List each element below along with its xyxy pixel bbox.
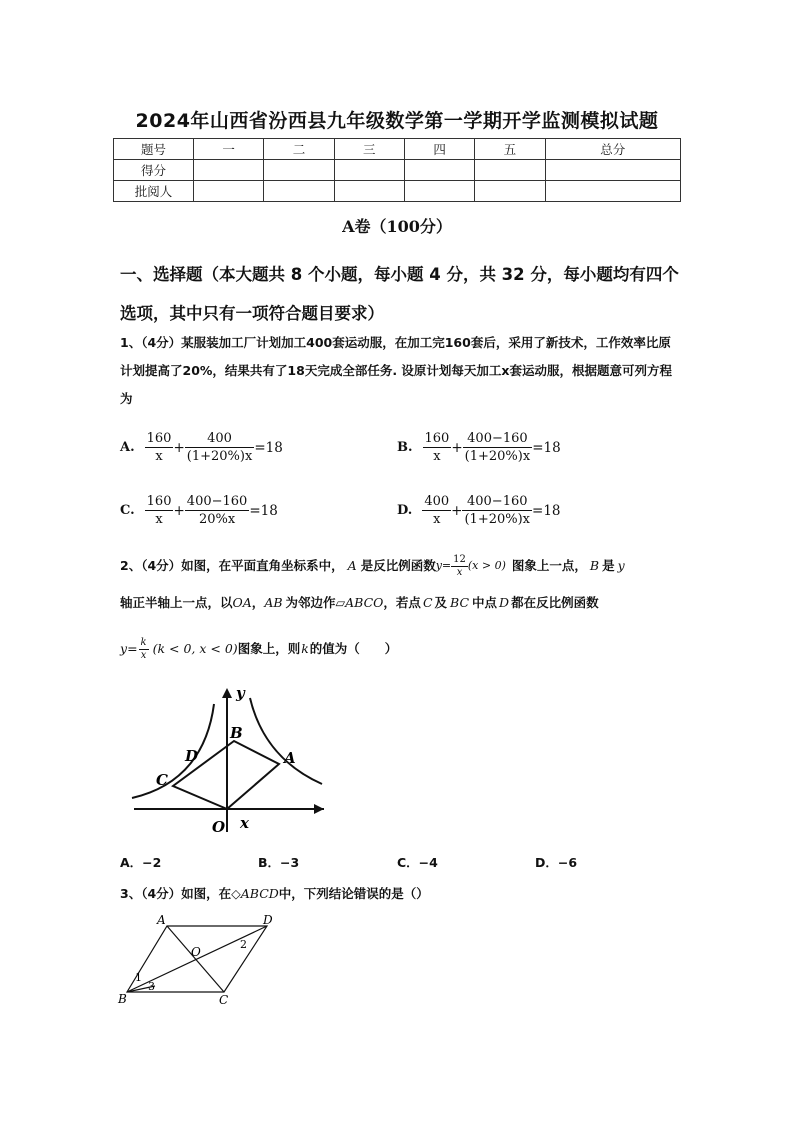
table-cell — [264, 160, 334, 181]
table-cell: 五 — [475, 139, 545, 160]
angle-1-label: 1 — [135, 971, 142, 984]
q1-option-c — [120, 493, 278, 528]
text: 轴正半轴上一点，以 — [120, 595, 233, 610]
equation-rhs: =18 — [254, 439, 283, 456]
numerator: 400 — [185, 430, 255, 448]
denominator: x — [456, 566, 463, 578]
denominator: 20%x — [198, 512, 236, 527]
q1-option-a — [120, 430, 283, 465]
denominator: x — [433, 512, 441, 527]
denominator: (1+20%)x — [464, 512, 531, 527]
text: ，若点 — [383, 595, 421, 610]
numerator: 160 — [146, 494, 172, 509]
text: 中点 — [472, 595, 498, 610]
table-cell — [475, 160, 545, 181]
table-cell — [194, 160, 264, 181]
table-cell: 一 — [194, 139, 264, 160]
fraction — [422, 493, 451, 528]
fraction — [423, 430, 452, 465]
table-cell — [194, 181, 264, 202]
denominator: x — [155, 449, 163, 464]
table-cell: 批阅人 — [114, 181, 194, 202]
question-1-text: 1、（4分）某服装加工厂计划加工400套运动服，在加工完160套后，采用了新技术，工作效率比原计划提高了20%，结果共有了18天完成全部任务. 设原计划每天加工x套运动服，根据题意可列方程为 — [120, 335, 672, 406]
question-2-line-1 — [120, 552, 680, 580]
table-cell: 题号 — [114, 139, 194, 160]
table-cell — [334, 160, 404, 181]
plus-sign: + — [173, 502, 185, 519]
question-3-text — [120, 880, 680, 908]
option-label: D. — [397, 503, 413, 518]
math-var: BC — [450, 595, 470, 610]
denominator: x — [433, 449, 441, 464]
text: 3、（4分）如图，在◇ — [120, 886, 241, 901]
math-var: AB — [264, 595, 283, 610]
denominator: (1+20%)x — [464, 449, 531, 464]
x-axis-arrow-icon — [314, 804, 324, 814]
denominator: x — [140, 649, 147, 661]
table-cell: 总分 — [545, 139, 680, 160]
fraction — [451, 554, 468, 579]
option-label: A. — [120, 440, 135, 455]
text: 的值为（ ） — [309, 641, 398, 656]
vertex-a-label: A — [157, 913, 166, 927]
math-var: y — [617, 558, 625, 573]
option-label: B. — [397, 440, 413, 455]
numerator: 400−160 — [462, 493, 532, 511]
numerator: k — [140, 636, 147, 648]
table-cell: 四 — [404, 139, 474, 160]
text: 及 — [434, 595, 448, 610]
table-cell — [334, 181, 404, 202]
section-1-heading: 一、选择题（本大题共 8 个小题，每小题 4 分，共 32 分，每小题均有四个选项，其中只有一项符合题目要求） — [120, 265, 679, 323]
equation-rhs: =18 — [532, 439, 561, 456]
math-var: D — [499, 595, 510, 610]
page-title: 2024年山西省汾西县九年级数学第一学期开学监测模拟试题 — [135, 110, 659, 132]
math-var: k — [301, 641, 309, 656]
text: 中，下列结论错误的是（） — [278, 886, 429, 901]
q1-option-d — [397, 493, 561, 528]
text: 2、（4分）如图，在平面直角坐标系中， — [120, 558, 344, 573]
hyperbola-left — [132, 704, 214, 798]
q3-parallelogram-figure — [115, 912, 285, 1007]
angle-3-label: 3 — [148, 980, 155, 993]
math-var: OA — [232, 595, 252, 610]
math-var: C — [422, 595, 433, 610]
math-var: y — [120, 641, 128, 656]
equation-rhs: =18 — [249, 502, 278, 519]
q2-option-c: C．−4 — [397, 855, 438, 870]
vertex-b-label: B — [118, 992, 127, 1006]
q2-option-b: B．−3 — [258, 855, 300, 870]
table-row — [114, 181, 681, 202]
math-op: = — [127, 641, 138, 656]
table-cell — [404, 181, 474, 202]
fraction — [139, 637, 149, 662]
table-cell — [404, 160, 474, 181]
numerator: 400−160 — [463, 430, 533, 448]
option-label: C. — [120, 503, 135, 518]
point-a-label: A — [284, 749, 296, 767]
hyperbola-right — [250, 698, 322, 784]
fraction — [463, 430, 533, 465]
math-var: ABCD — [240, 886, 279, 901]
condition: (x > 0) — [467, 559, 506, 572]
origin-label: O — [212, 818, 226, 836]
diagonal-ac — [167, 926, 224, 992]
center-o-label: O — [191, 945, 201, 959]
numerator: 160 — [424, 431, 450, 446]
y-axis-label: y — [236, 684, 245, 702]
table-cell: 二 — [264, 139, 334, 160]
table-cell — [545, 160, 680, 181]
numerator: 160 — [146, 431, 172, 446]
angle-2-label: 2 — [240, 938, 247, 951]
table-row — [114, 160, 681, 181]
plus-sign: + — [173, 439, 185, 456]
denominator: x — [155, 512, 163, 527]
fraction — [185, 493, 250, 528]
table-cell: 得分 — [114, 160, 194, 181]
question-2-line-3 — [120, 635, 680, 663]
table-cell — [264, 181, 334, 202]
point-d-label: D — [185, 747, 199, 765]
numerator: 400−160 — [186, 494, 248, 509]
table-cell — [475, 181, 545, 202]
fraction — [145, 430, 174, 465]
text: 是 — [602, 558, 615, 573]
fraction — [185, 430, 255, 465]
numerator: 400 — [424, 494, 450, 509]
text: 为邻边作▱ — [285, 595, 346, 610]
text: 图象上一点， — [511, 558, 587, 573]
math-var: y — [435, 559, 442, 572]
q2-option-d: D．−6 — [535, 855, 578, 870]
math-var: A — [347, 558, 357, 573]
point-b-label: B — [230, 724, 243, 742]
math-var: ABCO — [345, 595, 384, 610]
denominator: (1+20%)x — [186, 449, 253, 464]
math-op: = — [441, 559, 452, 572]
question-2-line-2 — [120, 589, 680, 617]
text: 都在反比例函数 — [511, 595, 599, 610]
fraction — [145, 493, 174, 528]
condition: (k < 0, x < 0) — [152, 641, 238, 656]
q2-option-a: A．−2 — [120, 855, 162, 870]
text: 是反比例函数 — [360, 558, 436, 573]
y-axis-arrow-icon — [222, 688, 232, 698]
vertex-d-label: D — [263, 913, 273, 927]
fraction — [462, 493, 532, 528]
math-var: B — [589, 558, 600, 573]
text: ， — [251, 595, 265, 610]
table-cell — [545, 181, 680, 202]
table-cell: 三 — [334, 139, 404, 160]
q2-coordinate-figure — [128, 680, 338, 840]
point-c-label: C — [156, 771, 168, 789]
vertex-c-label: C — [219, 993, 229, 1007]
equation-rhs: =18 — [532, 502, 561, 519]
score-table — [113, 138, 681, 202]
numerator: 12 — [453, 553, 466, 565]
text: 图象上，则 — [237, 641, 301, 656]
plus-sign: + — [451, 502, 463, 519]
score-table-header-row — [114, 139, 681, 160]
plus-sign: + — [451, 439, 463, 456]
label-x: x — [240, 814, 249, 832]
section-a-heading: A卷（100分） — [342, 217, 452, 236]
q1-option-b — [397, 430, 561, 465]
